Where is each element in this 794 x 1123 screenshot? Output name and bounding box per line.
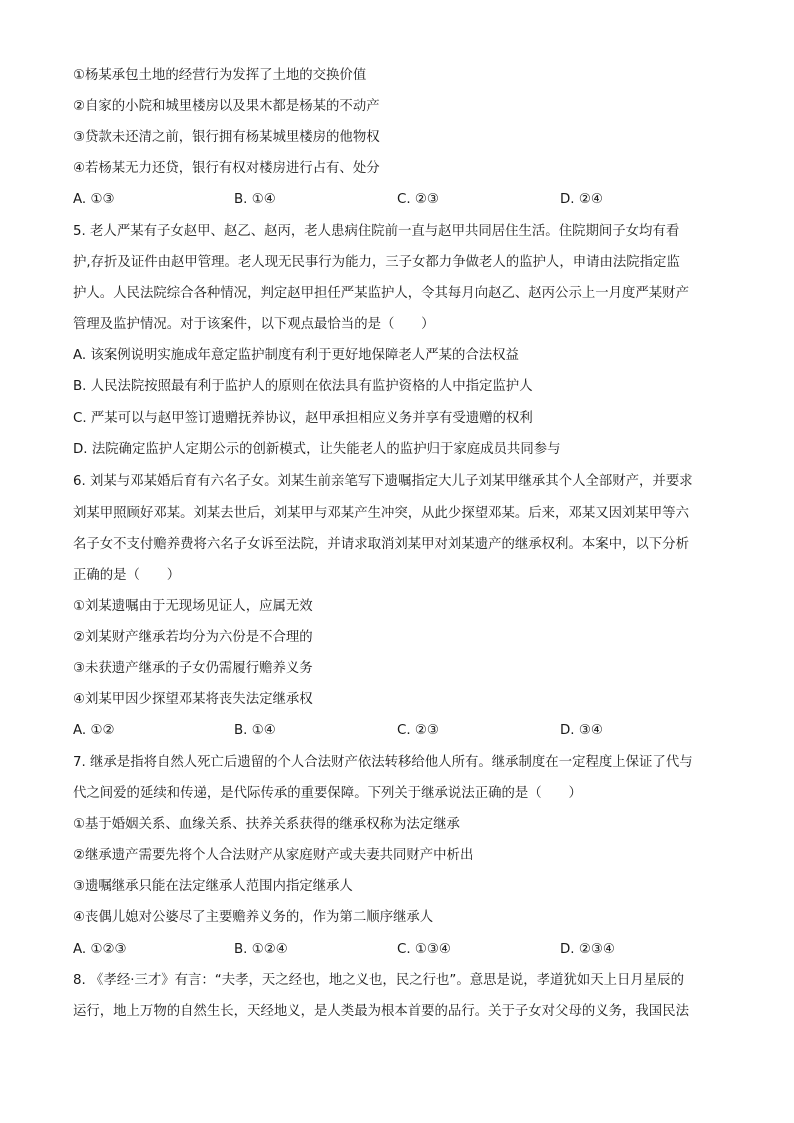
q4-statement-1: ①杨某承包土地的经营行为发挥了土地的交换价值 <box>73 68 367 83</box>
q5-option-b: B. 人民法院按照最有利于监护人的原则在依法具有监护资格的人中指定监护人 <box>73 379 533 394</box>
q4-option-c: C. ②③ <box>397 192 439 207</box>
q7-statement-3: ③遗嘱继承只能在法定继承人范围内指定继承人 <box>73 879 353 894</box>
q7-stem-line-2: 代之间爱的延续和传递，是代际传承的重要保障。下列关于继承说法正确的是（ ） <box>73 786 582 801</box>
q5-option-a: A. 该案例说明实施成年意定监护制度有利于更好地保障老人严某的合法权益 <box>73 348 519 363</box>
q5-stem-line-1: 5. 老人严某有子女赵甲、赵乙、赵丙，老人患病住院前一直与赵甲共同居住生活。住院期间子女均有看 <box>73 224 680 239</box>
q5-stem-line-2: 护,存折及证件由赵甲管理。老人现无民事行为能力，三子女都力争做老人的监护人，申请由法院指定监 <box>73 255 680 270</box>
q4-option-b: B. ①④ <box>234 192 276 207</box>
q6-option-c: C. ②③ <box>397 723 439 738</box>
q6-stem-line-2: 刘某甲照顾好邓某。刘某去世后，刘某甲与邓某产生冲突，从此少探望邓某。后来，邓某又因刘某甲等六 <box>73 506 689 521</box>
q6-option-b: B. ①④ <box>234 723 276 738</box>
q6-statement-4: ④刘某甲因少探望邓某将丧失法定继承权 <box>73 692 313 707</box>
q7-statement-2: ②继承遗产需要先将个人合法财产从家庭财产或夫妻共同财产中析出 <box>73 848 474 863</box>
q4-options <box>73 190 723 210</box>
q6-option-d: D. ③④ <box>560 723 603 738</box>
q6-statement-2: ②刘某财产继承若均分为六份是不合理的 <box>73 630 313 645</box>
q7-option-c: C. ①③④ <box>397 942 451 957</box>
q6-statement-3: ③未获遗产继承的子女仍需履行赡养义务 <box>73 661 313 676</box>
q6-stem-line-3: 名子女不支付赡养费将六名子女诉至法院，并请求取消刘某甲对刘某遗产的继承权利。本案中，以下分析 <box>73 537 689 552</box>
q6-statement-1: ①刘某遗嘱由于无现场见证人，应属无效 <box>73 599 313 614</box>
q7-statement-4: ④丧偶儿媳对公婆尽了主要赡养义务的，作为第二顺序继承人 <box>73 910 434 925</box>
q6-option-a: A. ①② <box>73 723 115 738</box>
q4-statement-2: ②自家的小院和城里楼房以及果木都是杨某的不动产 <box>73 99 380 114</box>
q7-option-d: D. ②③④ <box>560 942 615 957</box>
q4-statement-3: ③贷款未还清之前，银行拥有杨某城里楼房的他物权 <box>73 130 380 145</box>
q5-stem-line-4: 管理及监护情况。对于该案件，以下观点最恰当的是（ ） <box>73 317 435 332</box>
q6-stem-line-4: 正确的是（ ） <box>73 568 181 583</box>
q4-option-a: A. ①③ <box>73 192 115 207</box>
q5-option-c: C. 严某可以与赵甲签订遗赠抚养协议，赵甲承担相应义务并享有受遗赠的权利 <box>73 411 533 426</box>
q6-options <box>73 721 723 741</box>
q4-option-d: D. ②④ <box>560 192 603 207</box>
q4-statement-4: ④若杨某无力还贷，银行有权对楼房进行占有、处分 <box>73 161 380 176</box>
q7-statement-1: ①基于婚姻关系、血缘关系、扶养关系获得的继承权称为法定继承 <box>73 817 460 832</box>
q7-options <box>73 940 723 960</box>
q5-option-d: D. 法院确定监护人定期公示的创新模式，让失能老人的监护归于家庭成员共同参与 <box>73 442 561 457</box>
q7-option-a: A. ①②③ <box>73 942 127 957</box>
q8-stem-line-2: 运行，地上万物的自然生长，天经地义，是人类最为根本首要的品行。关于子女对父母的义务，我国民法 <box>73 1004 689 1019</box>
q5-stem-line-3: 护人。人民法院综合各种情况，判定赵甲担任严某监护人，令其每月向赵乙、赵丙公示上一月度严某财产 <box>73 286 689 301</box>
q8-stem-line-1: 8. 《孝经·三才》有言：“夫孝，天之经也，地之义也，民之行也”。意思是说，孝道犹如天上日月星辰的 <box>73 973 684 988</box>
q7-stem-line-1: 7. 继承是指将自然人死亡后遗留的个人合法财产依法转移给他人所有。继承制度在一定程度上保证了代与 <box>73 755 693 770</box>
q6-stem-line-1: 6. 刘某与邓某婚后育有六名子女。刘某生前亲笔写下遗嘱指定大儿子刘某甲继承其个人全部财产，并要求 <box>73 474 693 489</box>
q7-option-b: B. ①②④ <box>234 942 288 957</box>
